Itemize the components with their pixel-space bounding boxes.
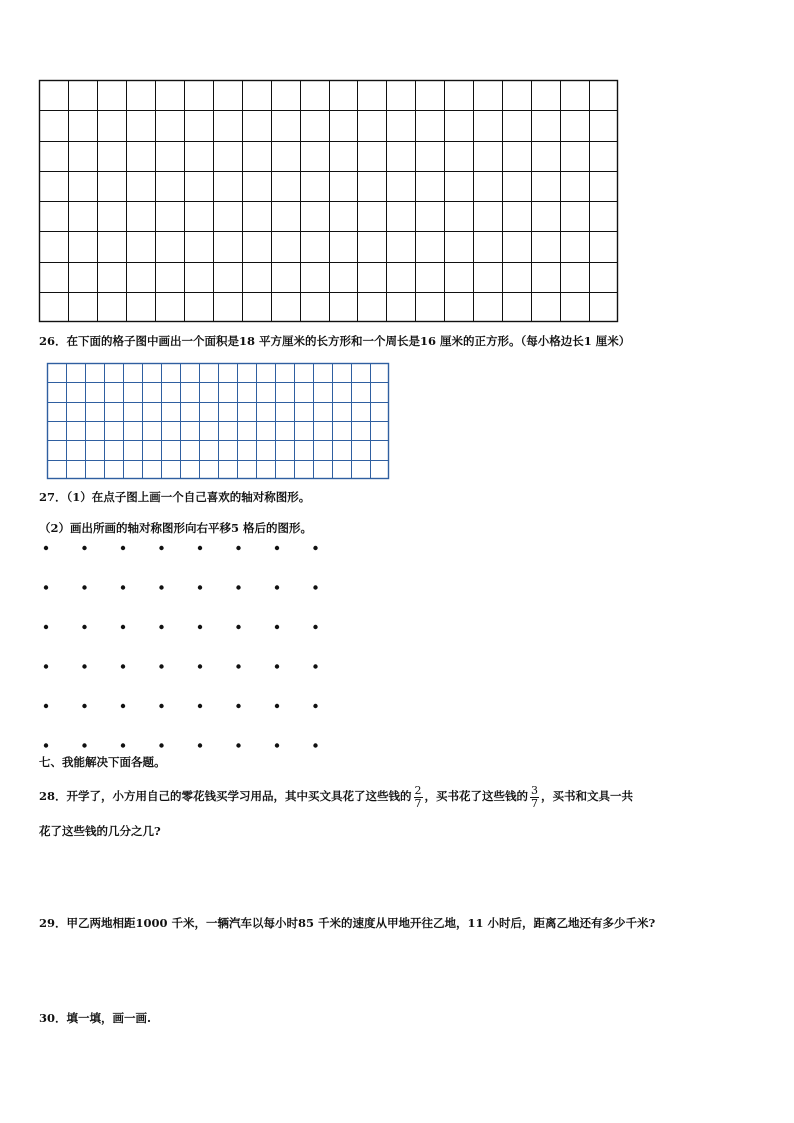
section-7-heading: 七、我能解决下面各题。 <box>39 755 166 769</box>
grid-dot <box>82 704 86 708</box>
question-28-line1 <box>39 782 633 810</box>
grid-dot <box>159 704 163 708</box>
grid-dot <box>275 625 279 629</box>
grid-dot <box>198 546 202 550</box>
grid-dot <box>121 546 125 550</box>
grid-dot <box>44 546 48 550</box>
question-29-text: 29．甲乙两地相距1000 千米，一辆汽车以每小时85 千米的速度从甲地开往乙地，11 小时后，距离乙地还有多少千米? <box>39 916 656 930</box>
grid-dot <box>198 664 202 668</box>
question-28-text-b: ，买书花了这些钱的 <box>424 789 528 803</box>
fraction-numerator: 3 <box>531 783 538 797</box>
grid-dot <box>44 664 48 668</box>
grid-dot <box>44 704 48 708</box>
grid-dot <box>313 664 317 668</box>
grid-dot <box>44 743 48 747</box>
dot-grid <box>40 543 330 753</box>
grid-dot <box>159 625 163 629</box>
grid-dot <box>159 743 163 747</box>
grid-dot <box>236 664 240 668</box>
grid-dot <box>198 704 202 708</box>
grid-dot <box>236 743 240 747</box>
grid-dot <box>275 546 279 550</box>
question-30-text: 30．填一填，画一画. <box>39 1011 152 1025</box>
grid-dot <box>236 546 240 550</box>
grid-dot <box>275 743 279 747</box>
grid-dot <box>198 743 202 747</box>
grid-dot <box>159 664 163 668</box>
grid-dot <box>121 625 125 629</box>
grid-dot <box>275 704 279 708</box>
grid-dot <box>121 664 125 668</box>
grid-dot <box>313 704 317 708</box>
question-26-text: 26．在下面的格子图中画出一个面积是18 平方厘米的长方形和一个周长是16 厘米的正方形。（每小格边长1 厘米） <box>39 334 631 348</box>
grid-dot <box>121 743 125 747</box>
grid-dot <box>313 546 317 550</box>
question-27-part2-text: （2）画出所画的轴对称图形向右平移5 格后的图形。 <box>39 521 313 535</box>
fraction-numerator: 2 <box>414 783 422 797</box>
fraction-denominator: 7 <box>531 796 538 810</box>
grid-dot <box>313 585 317 589</box>
question-27-part1-text: 27．（1）在点子图上画一个自己喜欢的轴对称图形。 <box>39 490 311 504</box>
grid-dot <box>275 585 279 589</box>
grid-dot <box>236 625 240 629</box>
grid-dot <box>44 625 48 629</box>
grid-dot <box>236 704 240 708</box>
grid-dot <box>313 743 317 747</box>
small-blue-grid <box>47 363 389 479</box>
grid-dot <box>198 625 202 629</box>
grid-dot <box>82 585 86 589</box>
question-28-text-c: ，买书和文具一共 <box>541 789 633 803</box>
fraction-denominator: 7 <box>414 796 422 810</box>
grid-dot <box>159 585 163 589</box>
grid-dot <box>82 625 86 629</box>
grid-dot <box>121 585 125 589</box>
grid-dot <box>82 743 86 747</box>
grid-dot <box>236 585 240 589</box>
large-square-grid <box>39 80 618 322</box>
question-28-text-a: 28．开学了，小方用自己的零花钱买学习用品，其中买文具花了这些钱的 <box>39 789 412 803</box>
grid-dot <box>44 585 48 589</box>
fraction-2-7 <box>414 785 423 810</box>
grid-dot <box>82 546 86 550</box>
grid-dot <box>82 664 86 668</box>
grid-dot <box>198 585 202 589</box>
grid-dot <box>275 664 279 668</box>
grid-dot <box>313 625 317 629</box>
grid-dot <box>121 704 125 708</box>
grid-dot <box>159 546 163 550</box>
fraction-3-7 <box>530 785 539 810</box>
question-28-line2: 花了这些钱的几分之几? <box>39 824 161 838</box>
